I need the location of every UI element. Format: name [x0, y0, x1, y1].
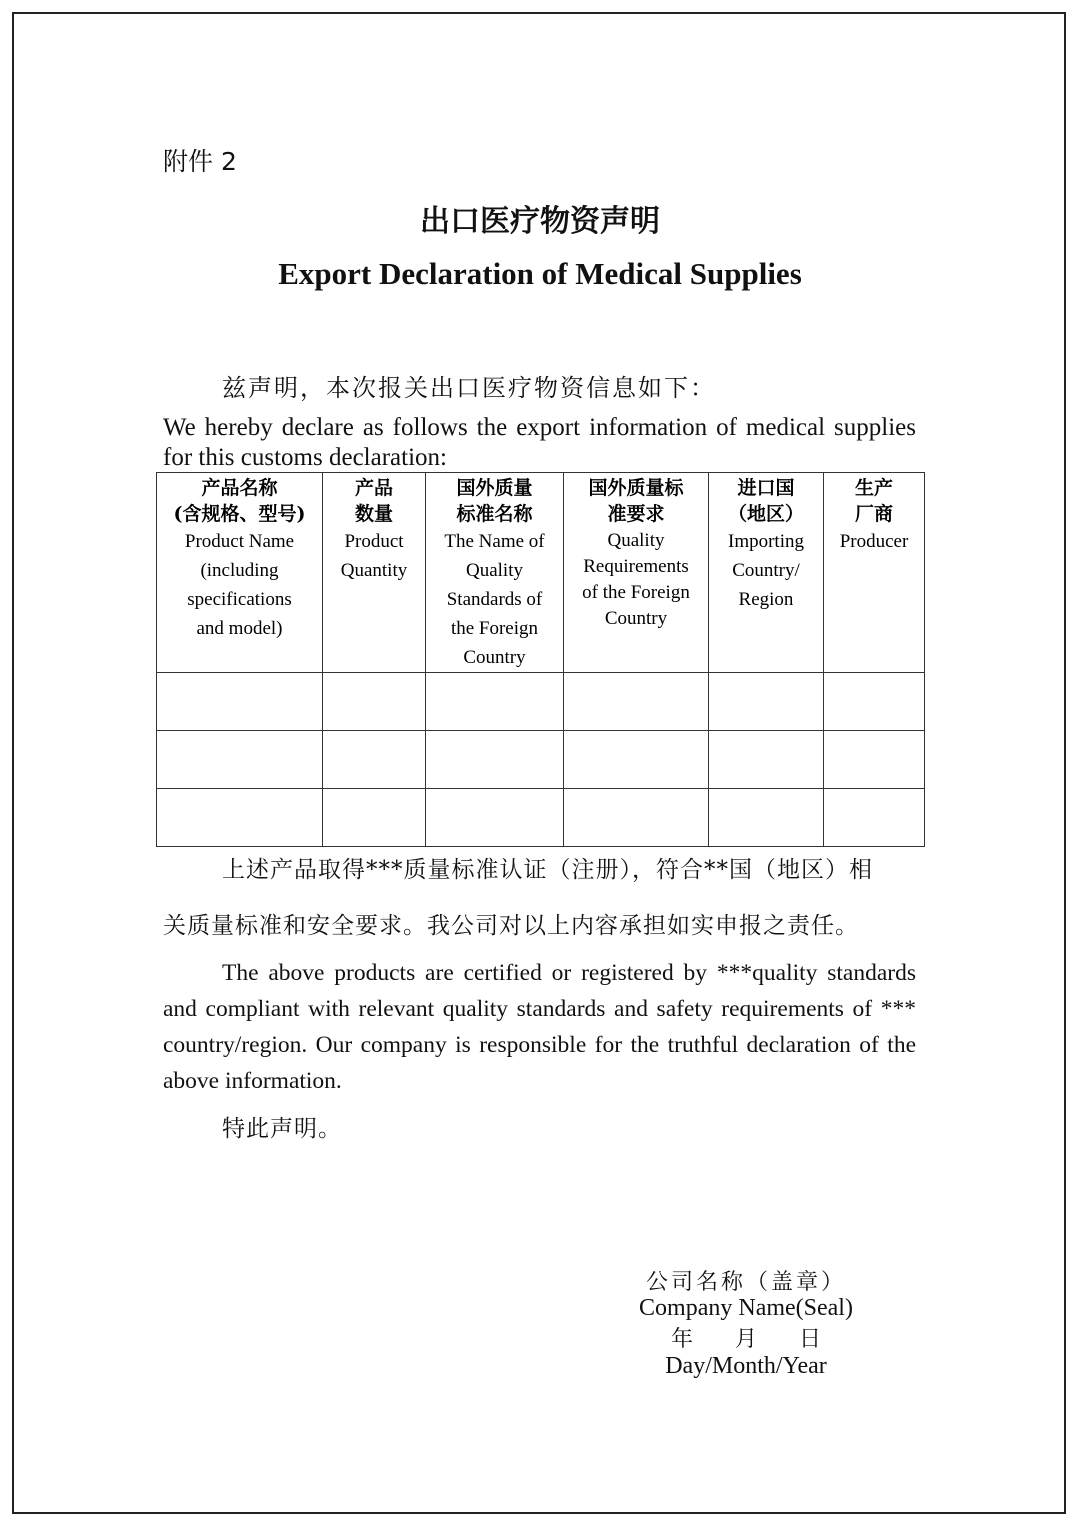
header-foreign-quality-requirements — [564, 473, 709, 673]
header-en-line: The Name of — [444, 531, 545, 552]
company-name-chinese: 公司名称（盖章） — [645, 1270, 846, 1295]
statement-english: The above products are certified or registered by ***quality standards and compliant with relevant quality standards and safety requirements of *** country/region. Our company is responsible for the truthful declaration of the above information. — [163, 960, 916, 1094]
table-cell[interactable] — [824, 731, 925, 789]
table-header-row — [157, 473, 925, 673]
statement-chinese-line-1: 上述产品取得***质量标准认证（注册），符合**国（地区）相 — [222, 857, 873, 883]
header-foreign-standard-name — [426, 473, 564, 673]
table-cell[interactable] — [709, 789, 824, 847]
table-cell[interactable] — [323, 673, 426, 731]
header-cn-line: 国外质量 — [456, 477, 533, 499]
table-cell[interactable] — [824, 789, 925, 847]
header-cn-line: （地区） — [727, 503, 804, 525]
header-producer — [824, 473, 925, 673]
attachment-label: 附件 2 — [163, 147, 237, 176]
declaration-table — [156, 472, 925, 847]
header-en-line: and model) — [196, 618, 283, 639]
title-english: Export Declaration of Medical Supplies — [278, 256, 802, 291]
header-en-line: of the Foreign — [582, 582, 690, 603]
date-day-label: 日 — [799, 1327, 822, 1352]
header-cn-line: 国外质量标 — [588, 477, 684, 499]
header-en-line: Producer — [839, 531, 909, 552]
header-cn-line: 生产 — [854, 477, 893, 499]
statement-chinese-line-2: 关质量标准和安全要求。我公司对以上内容承担如实申报之责任。 — [163, 913, 859, 939]
header-en-line: Country/ — [732, 560, 800, 581]
header-product-name — [157, 473, 323, 673]
table-row — [157, 731, 925, 789]
table-cell[interactable] — [426, 789, 564, 847]
table-cell[interactable] — [426, 731, 564, 789]
table-cell[interactable] — [426, 673, 564, 731]
header-en-line: Country — [463, 647, 526, 668]
header-cn-line: (含规格、型号) — [173, 503, 306, 525]
table-cell[interactable] — [564, 731, 709, 789]
table-cell[interactable] — [157, 789, 323, 847]
table-cell[interactable] — [157, 731, 323, 789]
header-en-line: Importing — [728, 531, 804, 552]
header-en-line: (including — [200, 560, 279, 581]
header-cn-line: 产品名称 — [201, 477, 278, 499]
table-row — [157, 673, 925, 731]
date-chinese — [0, 1322, 1080, 1353]
header-en-line: Product Name — [184, 531, 295, 552]
header-cn-line: 数量 — [354, 503, 393, 525]
header-en-line: the Foreign — [450, 618, 539, 639]
header-en-line: Region — [738, 589, 794, 610]
table-cell[interactable] — [709, 731, 824, 789]
header-en-line: Quality — [607, 530, 665, 551]
header-en-line: Product — [344, 531, 404, 552]
table-cell[interactable] — [323, 789, 426, 847]
table-cell[interactable] — [564, 789, 709, 847]
table-row — [157, 789, 925, 847]
date-month-label: 月 — [734, 1327, 757, 1352]
header-cn-line: 进口国 — [737, 477, 795, 499]
header-en-line: Quantity — [340, 560, 408, 581]
table-cell[interactable] — [157, 673, 323, 731]
header-en-line: Standards of — [446, 589, 543, 610]
header-product-quantity — [323, 473, 426, 673]
closing-statement: 特此声明。 — [222, 1116, 342, 1142]
header-cn-line: 厂商 — [854, 503, 893, 525]
intro-chinese: 兹声明，本次报关出口医疗物资信息如下： — [222, 374, 716, 402]
table-cell[interactable] — [709, 673, 824, 731]
header-en-line: specifications — [187, 589, 292, 610]
title-chinese: 出口医疗物资声明 — [420, 204, 660, 239]
header-cn-line: 产品 — [354, 477, 393, 499]
intro-english: We hereby declare as follows the export information of medical supplies for this customs declaration: — [163, 414, 916, 471]
date-year-label: 年 — [670, 1327, 693, 1352]
date-english: Day/Month/Year — [665, 1353, 827, 1379]
table-cell[interactable] — [824, 673, 925, 731]
header-cn-line: 准要求 — [607, 503, 665, 525]
header-cn-line: 标准名称 — [456, 503, 533, 525]
table-cell[interactable] — [564, 673, 709, 731]
header-importing-country — [709, 473, 824, 673]
header-en-line: Country — [604, 608, 668, 629]
company-name-english: Company Name(Seal) — [639, 1295, 853, 1321]
header-en-line: Requirements — [583, 556, 689, 577]
header-en-line: Quality — [466, 560, 523, 581]
table-cell[interactable] — [323, 731, 426, 789]
